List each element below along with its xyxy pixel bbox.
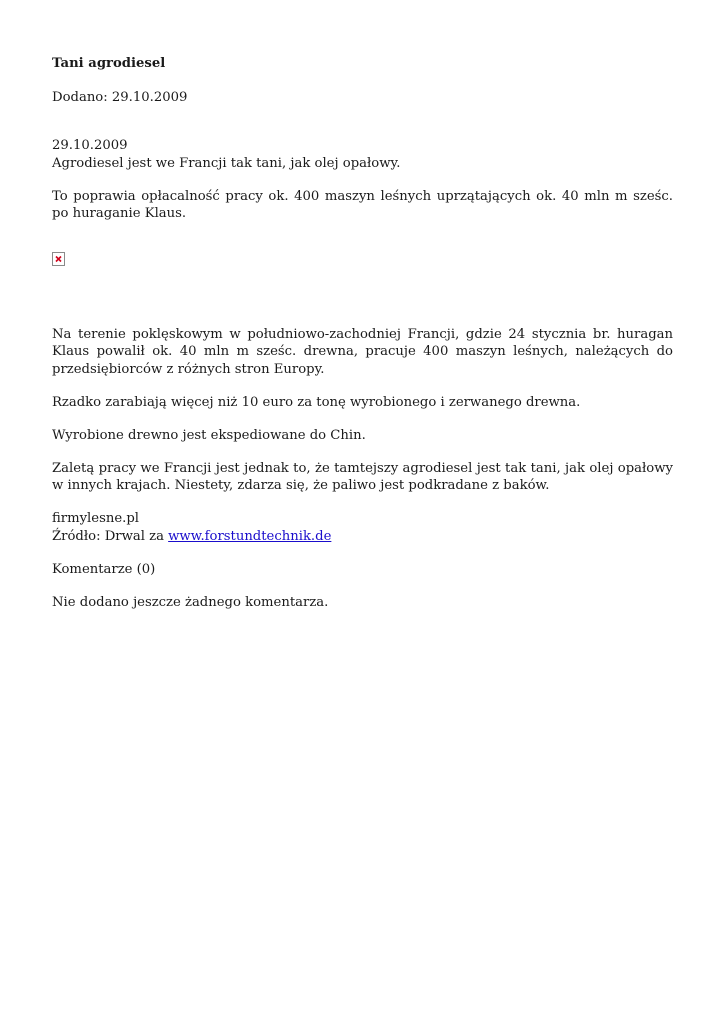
article-title: Tani agrodiesel [52,56,166,71]
date-added: Dodano: 29.10.2009 [52,89,188,105]
paragraph-3: Rzadko zarabiają więcej niż 10 euro za tonę wyrobionego i zerwanego drewna. [52,394,581,410]
source-site: firmylesne.pl [52,511,139,526]
broken-image-icon [52,252,65,266]
comments-empty-message: Nie dodano jeszcze żadnego komentarza. [52,594,329,610]
lead [52,137,673,172]
source-prefix: Źródło: Drwal za [52,528,169,544]
lead-date: 29.10.2009 [52,138,128,153]
source [52,510,673,545]
paragraph-5: Zaletą pracy we Francji jest jednak to, że tamtejszy agrodiesel jest tak tani, jak olej opałowy w innych krajach. Niestety, zdarza się, że paliwo jest podkradane z baków. [52,460,673,493]
paragraph-2: Na terenie poklęskowym w południowo-zachodniej Francji, gdzie 24 stycznia br. huragan Klaus powalił ok. 40 mln m sześc. drewna, pracuje 400 maszyn leśnych, należących do przedsiębiorców z różnych stron Europy. [52,326,673,377]
paragraph-4: Wyrobione drewno jest ekspediowane do Chin. [52,427,366,443]
paragraph-1: To poprawia opłacalność pracy ok. 400 maszyn leśnych uprzątających ok. 40 mln m sześc. po huraganie Klaus. [52,188,673,221]
comments-heading: Komentarze (0) [52,561,156,577]
article [52,55,673,627]
lead-text: Agrodiesel jest we Francji tak tani, jak olej opałowy. [52,155,401,171]
source-line [52,528,673,546]
source-link[interactable]: www.forstundtechnik.de [168,528,332,544]
